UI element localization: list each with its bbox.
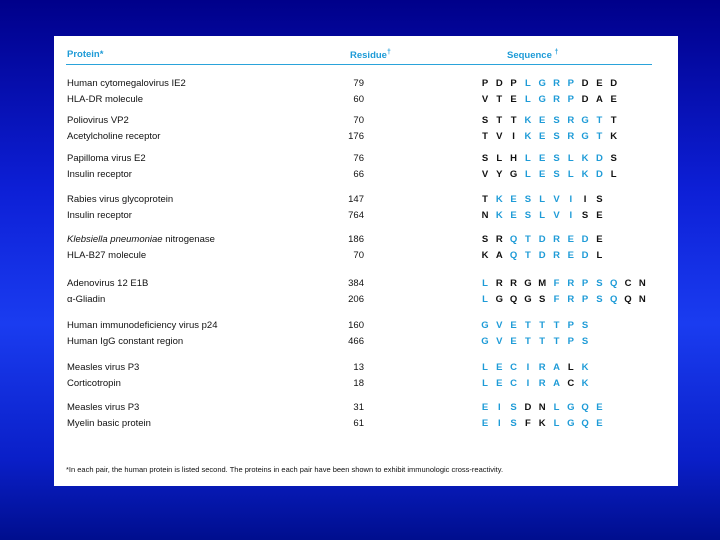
sequence-letter: N xyxy=(638,278,646,289)
protein-name: Papilloma virus E2 xyxy=(67,153,146,164)
residue-number: 60 xyxy=(353,94,364,105)
row-pair xyxy=(66,276,652,310)
row-pair xyxy=(66,232,652,266)
residue-number: 31 xyxy=(353,402,364,413)
sequence-letter: K xyxy=(524,131,532,142)
sequence-letter: L xyxy=(482,362,488,373)
residue-number: 66 xyxy=(353,169,364,180)
sequence-letter: V xyxy=(496,131,503,142)
sequence-letter: E xyxy=(610,94,617,105)
protein-name: Adenovirus 12 E1B xyxy=(67,278,149,289)
sequence-letter: T xyxy=(496,115,503,126)
sequence-letter: S xyxy=(524,210,532,221)
sequence-letter: S xyxy=(481,153,489,164)
sequence-letter: Q xyxy=(609,278,618,289)
table-row xyxy=(66,276,652,292)
sequence-letter: K xyxy=(610,131,618,142)
sequence-letter: L xyxy=(610,169,617,180)
sequence-letter: T xyxy=(524,234,531,245)
sequence-letter: R xyxy=(538,378,546,389)
residue-number: 764 xyxy=(348,210,364,221)
sequence-letter: S xyxy=(539,294,546,305)
sequence-letter: V xyxy=(553,194,560,205)
sequence-letter: L xyxy=(524,78,531,89)
sequence-letter: E xyxy=(481,402,489,413)
sequence-letter: G xyxy=(581,131,589,142)
sequence-letter: C xyxy=(510,362,518,373)
sequence-letter: A xyxy=(595,94,603,105)
sequence-letter: S xyxy=(596,278,603,289)
protein-name: Myelin basic protein xyxy=(67,418,151,429)
sequence-letter: T xyxy=(482,194,488,205)
sequence-letter: E xyxy=(496,378,503,389)
sequence-letter: I xyxy=(526,362,530,373)
protein-name-rest: nitrogenase xyxy=(162,234,215,245)
sequence-letter: S xyxy=(610,153,617,164)
sequence-letter: L xyxy=(553,418,560,429)
sequence-letter: K xyxy=(495,194,503,205)
sequence-letter: V xyxy=(481,169,489,180)
sequence-letter: C xyxy=(624,278,632,289)
row-pair xyxy=(66,192,652,226)
protein-name: Insulin receptor xyxy=(67,210,132,221)
sequence-letter: Q xyxy=(609,294,618,305)
sequence-letter: G xyxy=(567,418,575,429)
header-residue: Residue† xyxy=(350,49,391,62)
residue-number: 206 xyxy=(348,294,364,305)
table-row xyxy=(66,318,652,334)
row-pair xyxy=(66,318,652,352)
table-row xyxy=(66,76,652,92)
sequence-letter: R xyxy=(567,115,575,126)
sequence-letter: S xyxy=(581,336,589,347)
sequence-letter: L xyxy=(482,294,488,305)
sequence-letter: N xyxy=(481,210,489,221)
table-row xyxy=(66,151,652,167)
sequence-letter: G xyxy=(538,94,546,105)
protein-name: Poliovirus VP2 xyxy=(67,115,129,126)
protein-name: Human IgG constant region xyxy=(67,336,184,347)
table-header xyxy=(66,44,652,65)
sequence-letter: S xyxy=(553,169,560,180)
sequence-letter: F xyxy=(524,418,531,429)
protein-name: α-Gliadin xyxy=(67,294,106,305)
sequence-letter: L xyxy=(567,169,574,180)
sequence-letter: T xyxy=(524,320,531,331)
sequence-letter: G xyxy=(524,278,532,289)
sequence-letter: K xyxy=(581,362,589,373)
sequence-letter: E xyxy=(596,402,603,413)
sequence-letter: N xyxy=(538,402,546,413)
residue-number: 384 xyxy=(348,278,364,289)
sequence-letter: S xyxy=(553,131,560,142)
sequence-letter: L xyxy=(524,169,531,180)
sequence-letter: G xyxy=(567,402,575,413)
sequence-letter: T xyxy=(524,250,531,261)
sequence-letter: T xyxy=(596,131,603,142)
sequence-letter: G xyxy=(538,78,546,89)
sequence-letter: E xyxy=(596,78,603,89)
sequence-letter: R xyxy=(538,362,546,373)
sequence-letter: E xyxy=(481,418,489,429)
sequence-letter: G xyxy=(581,115,589,126)
sequence-letter: E xyxy=(596,210,603,221)
sequence-letter: T xyxy=(510,115,517,126)
protein-name: Human cytomegalovirus IE2 xyxy=(67,78,186,89)
sequence-letter: A xyxy=(553,378,560,389)
sequence-letter: C xyxy=(567,378,575,389)
residue-number: 466 xyxy=(348,336,364,347)
protein-name xyxy=(67,234,215,245)
protein-name: Corticotropin xyxy=(67,378,121,389)
sequence-letter: S xyxy=(596,194,603,205)
sequence-letter: D xyxy=(538,234,546,245)
protein-name: Rabies virus glycoprotein xyxy=(67,194,174,205)
sequence-letter: I xyxy=(512,131,515,142)
sequence-letter: R xyxy=(553,234,560,245)
sequence-letter: L xyxy=(553,402,560,413)
residue-number: 186 xyxy=(348,234,364,245)
sequence-letter: L xyxy=(567,153,574,164)
sequence-letter: T xyxy=(539,320,546,331)
sequence-letter: T xyxy=(496,94,503,105)
residue-number: 18 xyxy=(353,378,364,389)
sequence-letter: S xyxy=(553,153,560,164)
sequence-letter: S xyxy=(510,418,517,429)
sequence-letter: S xyxy=(553,115,560,126)
sequence-letter: R xyxy=(553,78,560,89)
protein-name: HLA-DR molecule xyxy=(67,94,144,105)
table-row xyxy=(66,232,652,248)
sequence-letter: Y xyxy=(496,169,503,180)
protein-name-italic: Klebsiella pneumoniae xyxy=(67,234,163,245)
sequence-letter: T xyxy=(482,131,488,142)
sequence-letter: G xyxy=(524,294,532,305)
sequence-letter: Q xyxy=(509,294,518,305)
sequence-letter: R xyxy=(495,234,503,245)
sequence-letter: L xyxy=(524,94,531,105)
protein-name: Insulin receptor xyxy=(67,169,132,180)
sequence-letter: I xyxy=(497,418,501,429)
sequence-letter: C xyxy=(510,378,518,389)
sequence-letter: E xyxy=(539,153,546,164)
sequence-letter: T xyxy=(553,336,560,347)
sequence-letter: R xyxy=(495,278,503,289)
sequence-letter: L xyxy=(567,362,574,373)
sequence-letter: R xyxy=(553,94,560,105)
sequence-letter: I xyxy=(526,378,530,389)
sequence-letter: E xyxy=(496,362,503,373)
sequence-letter: I xyxy=(497,402,501,413)
residue-number: 79 xyxy=(353,78,364,89)
sequence-letter: N xyxy=(638,294,646,305)
residue-number: 147 xyxy=(348,194,364,205)
protein-name: Measles virus P3 xyxy=(67,402,140,413)
sequence-letter: D xyxy=(581,250,589,261)
sequence-letter: V xyxy=(496,320,503,331)
sequence-letter: P xyxy=(567,94,574,105)
sequence-letter: K xyxy=(581,169,589,180)
sequence-letter: K xyxy=(538,418,546,429)
residue-number: 76 xyxy=(353,153,364,164)
sequence-letter: G xyxy=(509,169,518,180)
table-row xyxy=(66,334,652,350)
sequence-letter: P xyxy=(567,78,574,89)
sequence-letter: E xyxy=(596,234,603,245)
residue-number: 13 xyxy=(353,362,364,373)
sequence-letter: S xyxy=(581,210,589,221)
sequence-letter: R xyxy=(553,250,560,261)
sequence-letter: D xyxy=(524,402,532,413)
sequence-letter: R xyxy=(510,278,518,289)
sequence-letter: G xyxy=(481,320,489,331)
sequence-letter: S xyxy=(510,402,517,413)
table-panel xyxy=(54,36,678,486)
row-pair xyxy=(66,400,652,434)
sequence-letter: V xyxy=(481,94,489,105)
sequence-letter: L xyxy=(596,250,603,261)
sequence-letter: K xyxy=(581,153,589,164)
sequence-letter: L xyxy=(496,153,503,164)
sequence-letter: S xyxy=(524,194,532,205)
sequence-letter: Q xyxy=(509,234,518,245)
sequence-letter: T xyxy=(610,115,617,126)
sequence-letter: P xyxy=(510,78,517,89)
sequence-letter: Q xyxy=(581,418,589,429)
sequence-letter: D xyxy=(581,234,589,245)
protein-name: Measles virus P3 xyxy=(67,362,140,373)
sequence-letter: R xyxy=(567,131,575,142)
sequence-letter: F xyxy=(553,278,560,289)
protein-name: HLA-B27 molecule xyxy=(67,250,147,261)
sequence-letter: V xyxy=(553,210,560,221)
sequence-letter: V xyxy=(496,336,503,347)
sequence-letter: P xyxy=(581,278,589,289)
table-row xyxy=(66,92,652,108)
residue-number: 176 xyxy=(348,131,364,142)
sequence-letter: E xyxy=(539,131,546,142)
table-row xyxy=(66,376,652,392)
sequence-letter: I xyxy=(569,210,573,221)
sequence-letter: T xyxy=(596,115,603,126)
table-row xyxy=(66,248,652,264)
sequence-letter: K xyxy=(495,210,503,221)
sequence-letter: P xyxy=(481,78,489,89)
sequence-letter: Q xyxy=(509,250,518,261)
sequence-letter: R xyxy=(567,294,575,305)
sequence-letter: D xyxy=(581,94,589,105)
table-row xyxy=(66,416,652,432)
sequence-letter: P xyxy=(567,320,574,331)
sequence-letter: P xyxy=(581,294,589,305)
sequence-letter: E xyxy=(539,169,546,180)
residue-number: 160 xyxy=(348,320,364,331)
sequence-letter: Q xyxy=(624,294,632,305)
sequence-letter: E xyxy=(567,234,574,245)
row-pair xyxy=(66,360,652,394)
sequence-letter: I xyxy=(583,194,587,205)
row-pair xyxy=(66,151,652,185)
sequence-letter: D xyxy=(495,78,503,89)
table-row xyxy=(66,167,652,183)
sequence-letter: E xyxy=(510,210,517,221)
header-protein: Protein* xyxy=(67,49,104,60)
table-row xyxy=(66,113,652,129)
sequence-letter: E xyxy=(510,194,517,205)
sequence-letter: S xyxy=(596,294,603,305)
sequence-letter: H xyxy=(510,153,518,164)
sequence-letter: E xyxy=(510,320,517,331)
sequence-letter: F xyxy=(553,294,560,305)
sequence-letter: D xyxy=(610,78,618,89)
table-row xyxy=(66,192,652,208)
sequence-letter: E xyxy=(596,418,603,429)
residue-number: 70 xyxy=(353,115,364,126)
table-row xyxy=(66,360,652,376)
table-row xyxy=(66,292,652,308)
row-pair xyxy=(66,76,652,110)
sequence-letter: A xyxy=(553,362,560,373)
protein-name: Acetylcholine receptor xyxy=(67,131,161,142)
sequence-letter: T xyxy=(524,336,531,347)
sequence-letter: S xyxy=(481,115,489,126)
sequence-letter: K xyxy=(481,250,489,261)
protein-name: Human immunodeficiency virus p24 xyxy=(67,320,218,331)
footnote: *In each pair, the human protein is listed second. The proteins in each pair have been shown to exhibit immunologic cross-reactivity. xyxy=(66,465,504,474)
sequence-letter: L xyxy=(482,278,488,289)
sequence-letter: S xyxy=(481,234,489,245)
row-pair xyxy=(66,113,652,147)
sequence-letter: K xyxy=(524,115,532,126)
table-row xyxy=(66,129,652,145)
residue-number: 61 xyxy=(353,418,364,429)
sequence-letter: I xyxy=(569,194,573,205)
sequence-letter: T xyxy=(553,320,560,331)
residue-number: 70 xyxy=(353,250,364,261)
sequence-letter: E xyxy=(567,250,574,261)
sequence-letter: D xyxy=(581,78,589,89)
sequence-letter: T xyxy=(539,336,546,347)
table-row xyxy=(66,400,652,416)
sequence-letter: L xyxy=(539,210,546,221)
sequence-letter: L xyxy=(539,194,546,205)
sequence-letter: E xyxy=(510,336,517,347)
sequence-letter: E xyxy=(510,94,517,105)
sequence-letter: R xyxy=(567,278,575,289)
sequence-letter: M xyxy=(538,278,547,289)
sequence-letter: E xyxy=(539,115,546,126)
sequence-letter: Q xyxy=(581,402,589,413)
sequence-letter: L xyxy=(482,378,488,389)
sequence-letter: K xyxy=(581,378,589,389)
sequence-letter: P xyxy=(567,336,574,347)
sequence-letter: L xyxy=(524,153,531,164)
header-sequence: Sequence † xyxy=(507,49,559,62)
table-row xyxy=(66,208,652,224)
sequence-letter: A xyxy=(495,250,503,261)
sequence-letter: D xyxy=(595,153,603,164)
sequence-letter: D xyxy=(538,250,546,261)
sequence-letter: G xyxy=(495,294,503,305)
sequence-letter: D xyxy=(595,169,603,180)
sequence-letter: S xyxy=(581,320,589,331)
sequence-letter: G xyxy=(481,336,489,347)
